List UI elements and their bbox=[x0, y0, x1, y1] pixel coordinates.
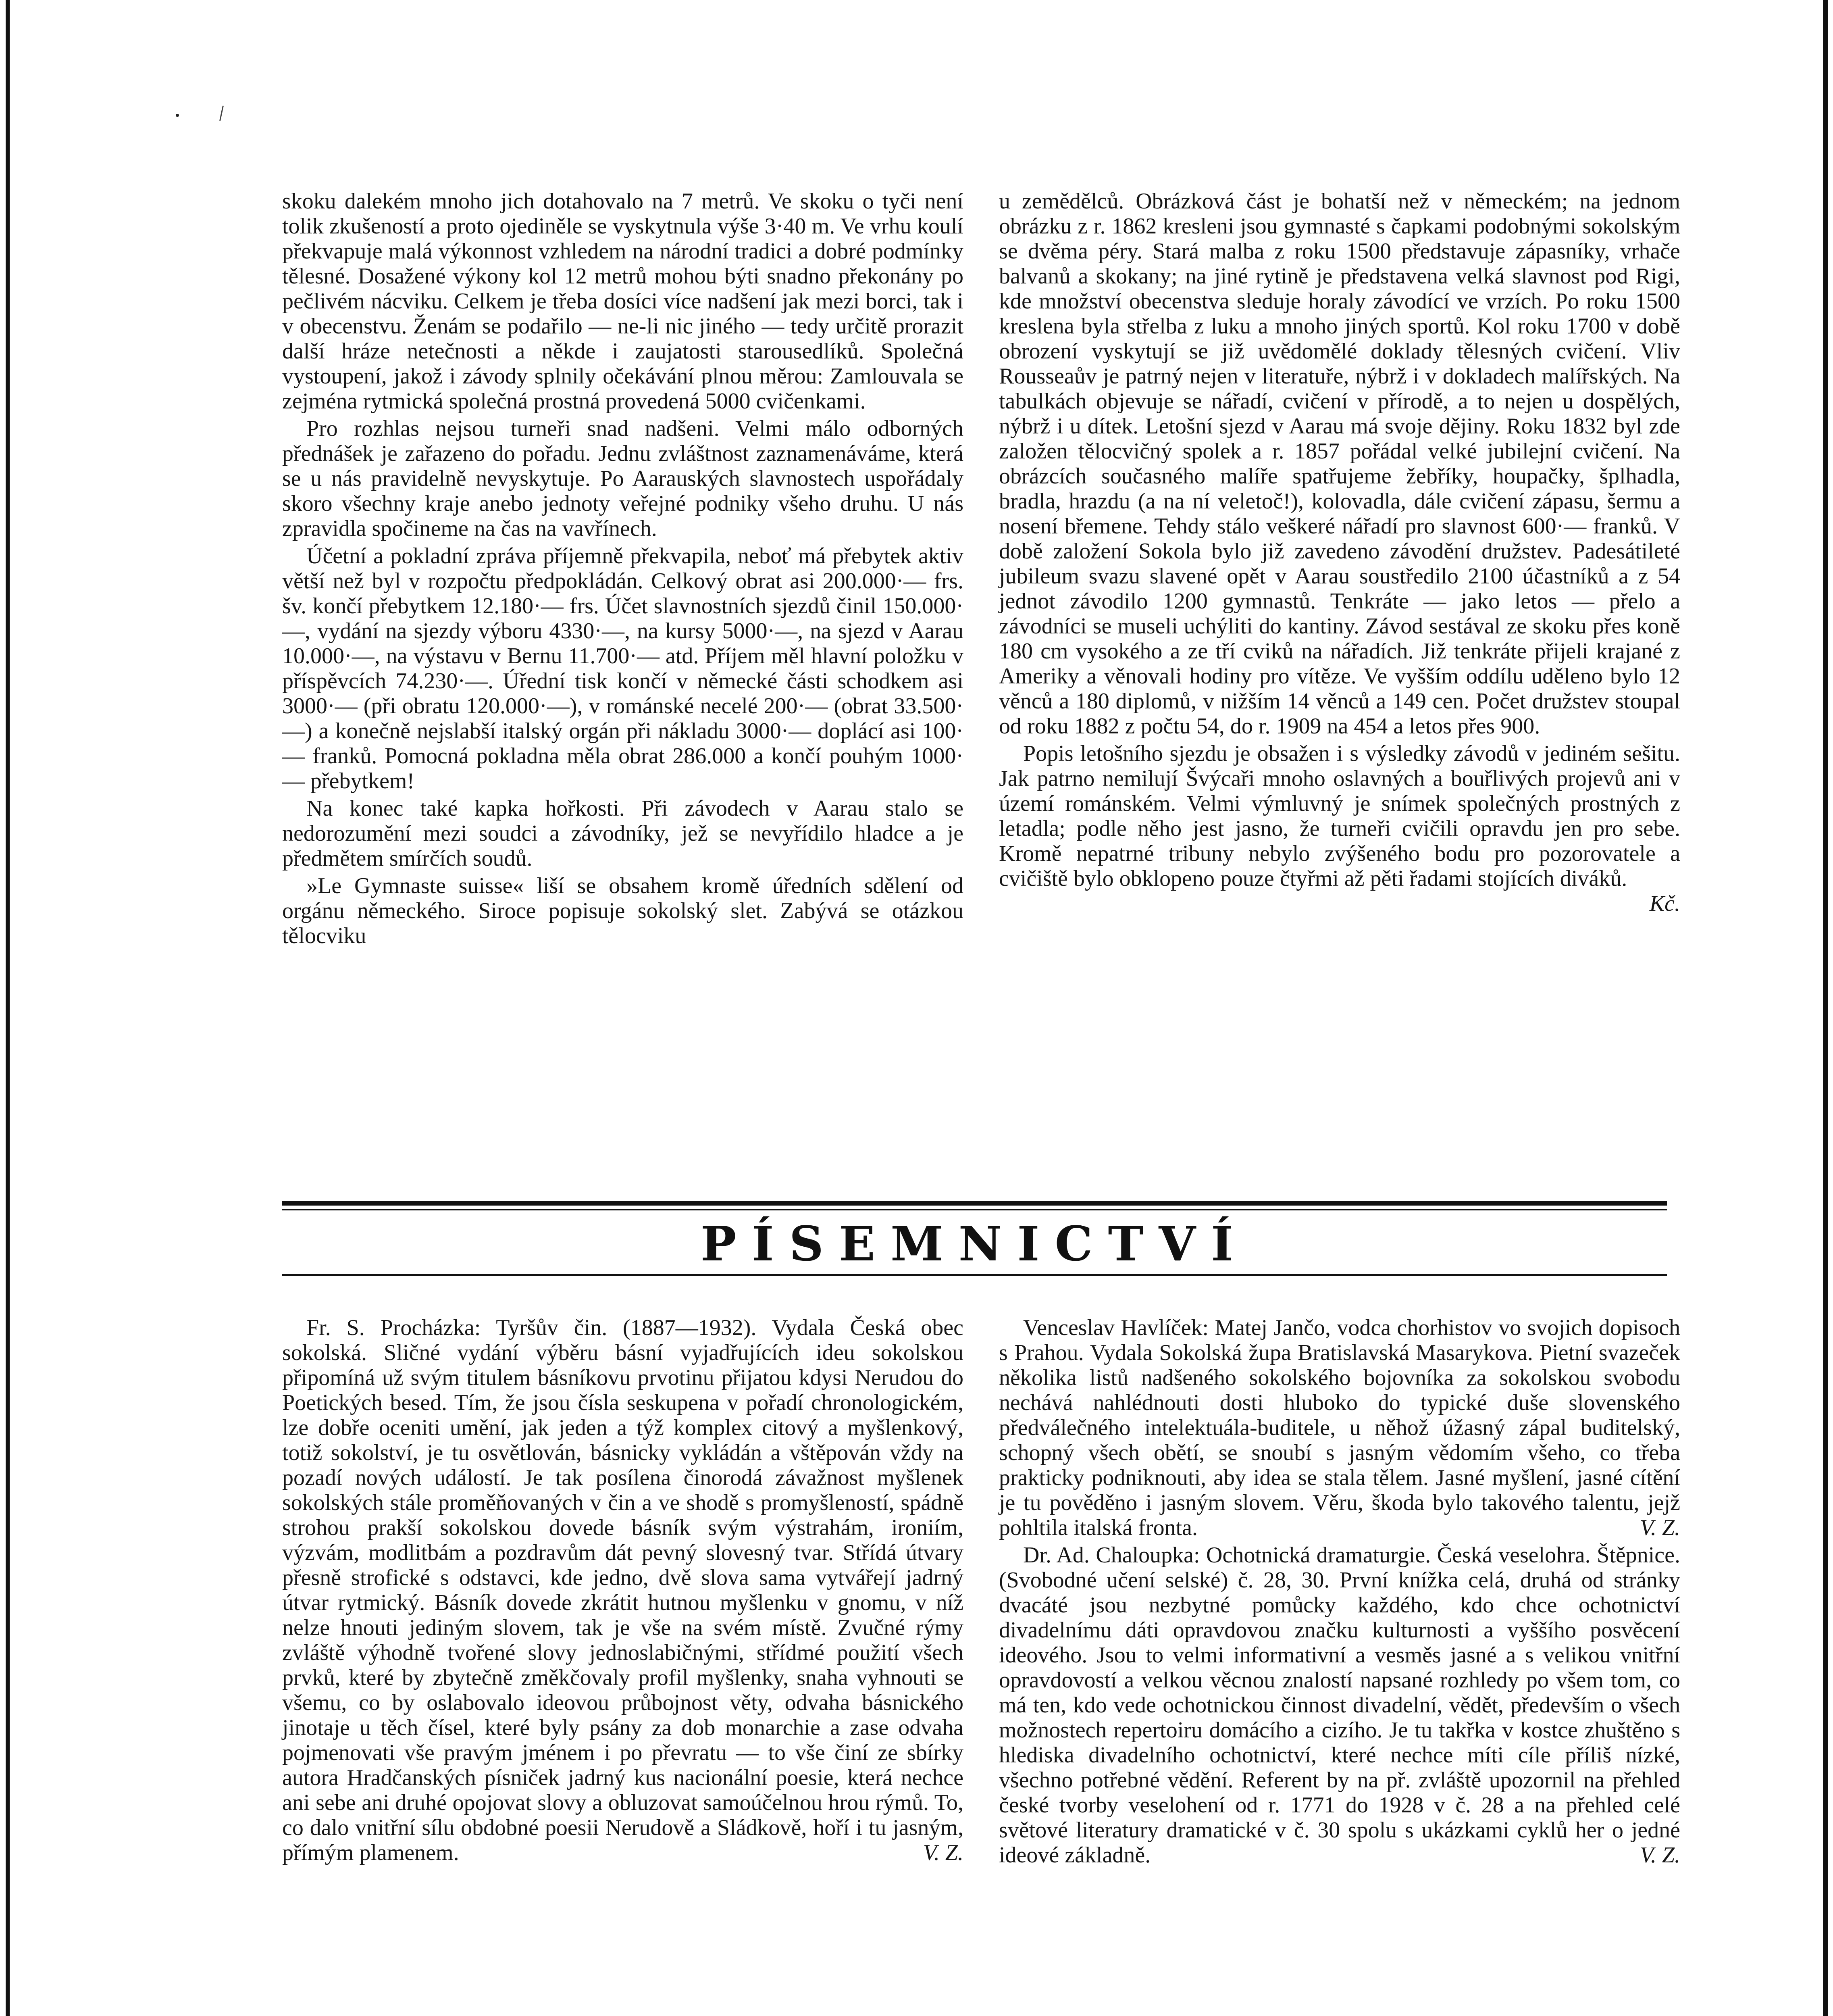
review-column-2 bbox=[999, 1315, 1680, 2016]
article-column-1 bbox=[282, 189, 963, 1148]
author-signature: V. Z. bbox=[1640, 1515, 1680, 1540]
review-entry bbox=[999, 1315, 1680, 1540]
paragraph: Pro rozhlas nejsou turneři snad nadšeni. Velmi málo odborných přednášek je zařazeno do pořadu. Jednu zvláštnost zaznamenáváme, která se u nás pravidelně nevyskytuje. Po Aarauských slavnostech uspořádaly skoro všechny kraje anebo jednoty veřejné podniky všeho druhu. U nás zpravidla spočineme na čas na vavřínech. bbox=[282, 416, 963, 541]
review-entry bbox=[999, 1543, 1680, 1868]
review-column-1 bbox=[282, 1315, 963, 2016]
review-entry bbox=[282, 1315, 963, 1865]
section-rule-bottom bbox=[282, 1274, 1667, 1276]
section-title: PÍSEMNICTVÍ bbox=[700, 1216, 1249, 1272]
section-rule-top-thin bbox=[282, 1209, 1667, 1210]
author-signature: V. Z. bbox=[923, 1840, 963, 1865]
section-rule-top bbox=[282, 1201, 1667, 1206]
print-speck bbox=[176, 114, 179, 117]
author-signature: V. Z. bbox=[1640, 1843, 1680, 1868]
paragraph: Na konec také kapka hořkosti. Při závodech v Aarau stalo se nedorozumění mezi soudci a závodníky, jež se nevyřídilo hladce a je předmětem smírčích soudů. bbox=[282, 796, 963, 871]
paragraph: Účetní a pokladní zpráva příjemně překvapila, neboť má přebytek aktiv větší než byl v rozpočtu předpokládán. Celkový obrat asi 200.000·— frs. šv. končí přebytkem 12.180·— frs. Účet slavnostních sjezdů činil 150.000·—, vydání na sjezdy výboru 4330·—, na kursy 5000·—, na sjezd v Aarau 10.000·—, na výstavu v Bernu 11.700·— atd. Příjem měl hlavní položku v příspěvcích 74.230·—. Úřední tisk končí v německé části schodkem asi 3000·— (při obratu 120.000·—), v románské necelé 200·— (obrat 33.500·—) a konečně nejslabší italský orgán při nákladu 3000·— doplácí asi 100·— franků. Pomocná pokladna měla obrat 286.000 a končí pouhým 1000·— přebytkem! bbox=[282, 544, 963, 793]
paragraph: skoku dalekém mnoho jich dotahovalo na 7 metrů. Ve skoku o tyči není tolik zkušeností a proto ojediněle se vyskytnula výše 3·40 m. Ve vrhu koulí překvapuje malá výkonnost vzhledem na národní tradici a dobré podmínky tělesné. Dosažené výkony kol 12 metrů mohou býti snadno překonány po pečlivém nácviku. Celkem je třeba dosíci více nadšení jak mezi borci, tak i v obecenstvu. Ženám se podařilo — ne-li nic jiného — tedy určitě prorazit další hráze netečnosti a někde i zaujatosti starousedlíků. Společná vystoupení, jakož i závody splnily očekávání plnou měrou: Zamlouvala se zejména rytmická společná prostná provedená 5000 cvičenkami. bbox=[282, 189, 963, 414]
paragraph: »Le Gymnaste suisse« liší se obsahem kromě úředních sdělení od orgánu německého. Siroce popisuje sokolský slet. Zabývá se otázkou tělocviku bbox=[282, 873, 963, 948]
review-text: Fr. S. Procházka: Tyršův čin. (1887—1932). Vydala Česká obec sokolská. Sličné vydání výběru básní vyjadřujících ideu sokolskou připomíná už svým titulem básníkovu prvotinu přijatou kdysi Nerudou do Poetických besed. Tím, že jsou čísla seskupena v pořadí chronologickém, lze dobře oceniti umění, jak jeden a týž komplex citový a myšlenkový, totiž sokolství, je tu osvětlován, básnicky vykládán a vštěpován vždy na pozadí nových událostí. Je tak posílena činorodá závažnost myšlenek sokolských stále proměňovaných v čin a ve shodě s promyšleností, spádně strohou prakší sokolskou dovede básník svým výstrahám, ironiím, výzvám, modlitbám a pozdravům dát pevný slovesný tvar. Střídá útvary přesně strofické s odstavci, kde jedno, dvě slova sama vytvářejí jadrný útvar rytmický. Básník dovede zkrátit hutnou myšlenku v gnomu, v níž nelze hnouti jediným slovem, tak je vše na svém místě. Zvučné rýmy zvláště výhodně tvořené slovy jednoslabičnými, střídmé použití všech prvků, které by zbytečně změkčovaly profil myšlenky, snaha vyhnouti se všemu, co by oslabovalo ideovou průbojnost věty, odvaha básnického jinotaje u těch čísel, které byly psány za dob monarchie a zase odvaha pojmenovati vše pravým jménem i po převratu — to vše činí ze sbírky autora Hradčanských písniček jadrný kus nacionální poesie, která nechce ani sebe ani druhé opojovat slovy a obluzovat samoúčelnou hrou rýmů. To, co dalo vnitřní sílu obdobné poesii Nerudově a Sládkově, hoří i tu jasným, přímým plamenem. bbox=[282, 1315, 963, 1865]
review-text: Dr. Ad. Chaloupka: Ochotnická dramaturgie. Česká veselohra. Štěpnice. (Svobodné učení selské) č. 28, 30. První knížka celá, druhá od stránky dvacáté jsou nezbytné pomůcky každého, kdo chce ochotnictví divadelnímu dáti opravdovou značku kulturnosti a vyššího posvěcení ideového. Jsou to velmi informativní a vesměs jasné a s velikou vnitřní opravdovostí a velkou věcnou znalostí napsané rozhledy po všem tom, co má ten, kdo vede ochotnickou činnost divadelní, vědět, především o všech možnostech repertoiru domácího a cizího. Je tu takřka v kostce zhuštěno s hlediska divadelního ochotnictví, které nechce míti cíle příliš nízké, všechno potřebné vědění. Referent by na př. zvláště upozornil na přehled české tvorby veselohení od r. 1771 do 1928 v č. 28 a na přehled celé světové literatury dramatické v č. 30 spolu s ukázkami cyklů her o jedné ideové základně. bbox=[999, 1543, 1680, 1868]
article-column-2 bbox=[999, 189, 1680, 1148]
paragraph-text: Popis letošního sjezdu je obsažen i s výsledky závodů v jediném sešitu. Jak patrno nemilují Švýcaři mnoho oslavných a bouřlivých projevů ani v území románském. Velmi výmluvný je snímek společných prostných z letadla; podle něho jest jasno, že turneři cvičili opravdu jen pro sebe. Kromě nepatrné tribuny nebylo zvýšeného bodu pro pozorovatele a cvičiště bylo obklopeno pouze čtyřmi až pěti řadami stojících diváků. bbox=[999, 741, 1680, 891]
review-text: Venceslav Havlíček: Matej Jančo, vodca chorhistov vo svojich dopisoch s Prahou. Vydala Sokolská župa Bratislavská Masarykova. Pietní svazeček několika listů nadšeného sokolského bojovníka za sokolskou svobodu nechává nahlédnouti dosti hluboko do typické duše slovenského předválečného intelektuála-buditele, u něhož úžasný zápal buditelský, schopný všech obětí, se snoubí s jasným vědomím všeho, co třeba prakticky podniknouti, aby idea se stala tělem. Jasné myšlení, jasné cítění je tu pověděno i jasným slovem. Věru, škoda bylo takového talentu, jejž pohltila italská fronta. bbox=[999, 1315, 1680, 1540]
paragraph bbox=[999, 741, 1680, 916]
author-signature: Kč. bbox=[1649, 891, 1680, 916]
paragraph: u zemědělců. Obrázková část je bohatší než v německém; na jednom obrázku z r. 1862 kresleni jsou gymnasté s čapkami podobnými sokolským se dvěma péry. Stará malba z roku 1500 představuje zápasníky, vrhače balvanů a skokany; na jiné rytině je představena velká slavnost pod Rigi, kde množství obecenstva sleduje horaly závodící ve vrzích. Po roku 1500 kreslena byla střelba z luku a mnoho jiných sportů. Kol roku 1700 v době obrození vyskytují se již uvědomělé doklady tělesných cvičení. Vliv Rousseaův je patrný nejen v literatuře, nýbrž i v dokladech malířských. Na tabulkách objevuje se nářadí, cvičení v přírodě, a to nejen u dospělých, nýbrž i u dítek. Letošní sjezd v Aarau má svoje dějiny. Roku 1832 byl zde založen tělocvičný spolek a r. 1857 pořádal velké jubilejní cvičení. Na obrázcích současného malíře spatřujeme žebříky, houpačky, šplhadla, bradla, hrazdu (a na ní veletoč!), kolovadla, dále cvičení zápasu, šermu a nosení břemene. Tehdy stálo veškeré nářadí pro slavnost 600·— franků. V době založení Sokola bylo již zavedeno závodění družstev. Padesátileté jubileum svazu slavené opět v Aarau soustředilo 2100 účastníků a z 54 jednot závodilo 1200 gymnastů. Tenkráte — jako letos — přelo a závodníci se museli uchýliti do kantiny. Závod sestával ze skoku přes koně 180 cm vysokého a ze tří cviků na nářadích. Již tenkráte přijeli krajané z Ameriky a věnovali hodiny pro vítěze. Ve vyšším oddílu uděleno bylo 12 věnců a 180 diplomů, v nižším 14 věnců a 149 cen. Počet družstev stoupal od roku 1882 z počtu 54, do r. 1909 na 454 a letos přes 900. bbox=[999, 189, 1680, 739]
